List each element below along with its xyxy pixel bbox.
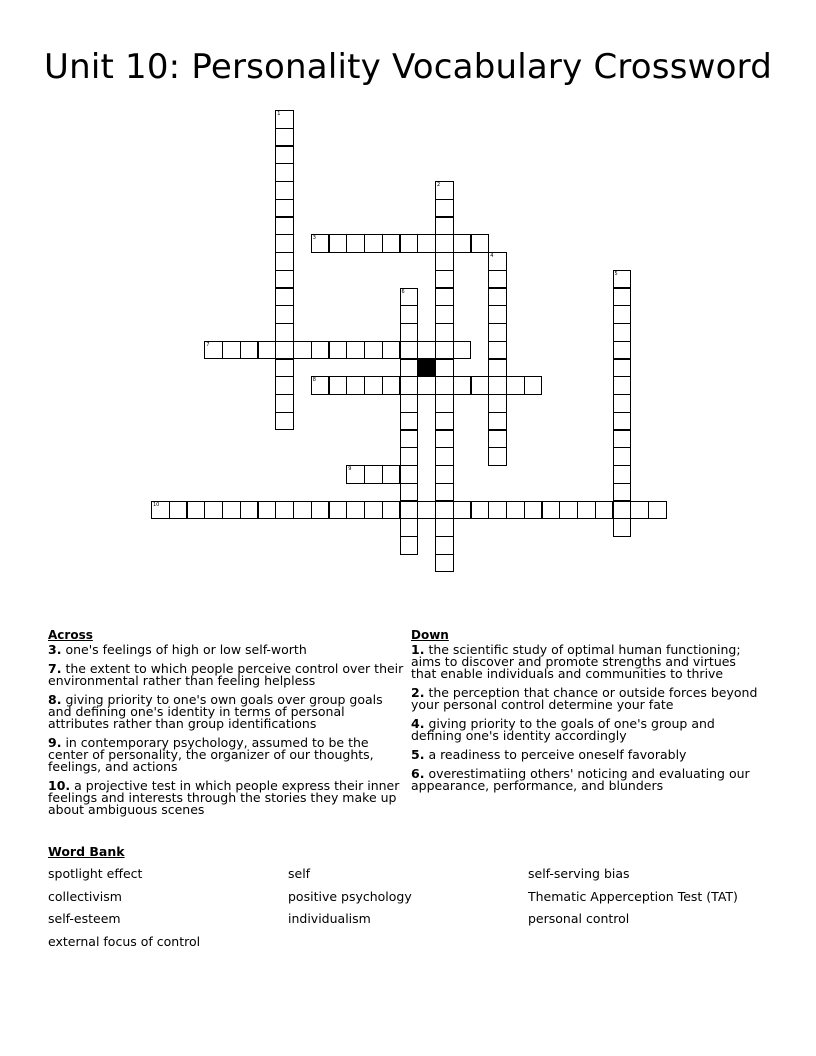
grid-cell[interactable] — [613, 518, 632, 537]
word-bank-item: positive psychology — [288, 888, 412, 904]
clue-number: 2. — [411, 685, 425, 700]
grid-cell[interactable] — [293, 341, 312, 360]
grid-cell[interactable] — [311, 376, 330, 395]
down-clues — [411, 628, 761, 799]
grid-cell[interactable] — [453, 234, 472, 253]
grid-cell[interactable] — [400, 376, 419, 395]
word-bank-item: self-serving bias — [528, 866, 630, 881]
clue-text: the extent to which people perceive control over their environmental rather than feeling helpless — [48, 661, 404, 688]
grid-cell[interactable] — [435, 554, 454, 573]
grid-cell[interactable] — [151, 501, 170, 520]
grid-cell[interactable] — [488, 501, 507, 520]
grid-cell[interactable] — [488, 305, 507, 324]
word-bank-item: Thematic Apperception Test (TAT) — [528, 888, 738, 904]
grid-cell[interactable] — [258, 501, 277, 520]
grid-cell[interactable] — [400, 501, 419, 520]
grid-cell[interactable] — [435, 447, 454, 466]
grid-cell[interactable] — [613, 430, 632, 449]
grid-cell[interactable] — [648, 501, 667, 520]
grid-cell[interactable] — [275, 128, 294, 147]
grid-cell[interactable] — [488, 270, 507, 289]
clue-text: giving priority to one's own goals over group goals and defining one's identity in terms of personal attributes rather than group identifications — [48, 692, 383, 731]
grid-cell[interactable] — [275, 110, 294, 129]
clue-down — [411, 687, 761, 711]
grid-cell[interactable] — [364, 501, 383, 520]
grid-cell[interactable] — [471, 501, 490, 520]
grid-cell[interactable] — [524, 376, 543, 395]
grid-cell[interactable] — [435, 518, 454, 537]
clue-number: 6. — [411, 766, 425, 781]
grid-cell[interactable] — [346, 234, 365, 253]
grid-cell[interactable] — [311, 341, 330, 360]
clue-text: the scientific study of optimal human functioning; aims to discover and promote strengths and virtues that enable individuals and communities to thrive — [411, 642, 741, 681]
grid-cell[interactable] — [435, 483, 454, 502]
clue-number: 4. — [411, 716, 425, 731]
grid-cell[interactable] — [435, 501, 454, 520]
grid-cell[interactable] — [275, 252, 294, 271]
grid-cell[interactable] — [435, 234, 454, 253]
grid-cell[interactable] — [400, 234, 419, 253]
grid-cell[interactable] — [435, 430, 454, 449]
clue-text: a projective test in which people express their inner feelings and interests through the stories they make up about ambiguous scenes — [48, 778, 400, 817]
clue-number-label: 4 — [490, 253, 494, 259]
grid-cell[interactable] — [613, 376, 632, 395]
clue-number-label: 9 — [348, 466, 352, 472]
clue-across — [48, 737, 408, 773]
grid-cell[interactable] — [613, 341, 632, 360]
across-clues — [48, 628, 408, 823]
clue-number-label: 7 — [206, 341, 210, 348]
grid-cell[interactable] — [613, 447, 632, 466]
grid-cell[interactable] — [346, 465, 365, 484]
grid-cell[interactable] — [506, 501, 525, 520]
grid-cell[interactable] — [435, 270, 454, 289]
grid-cell[interactable] — [329, 341, 348, 360]
clue-across — [48, 780, 408, 816]
grid-cell[interactable] — [417, 341, 436, 360]
grid-cell[interactable] — [329, 376, 348, 395]
clue-number: 5. — [411, 747, 425, 762]
grid-cell[interactable] — [382, 465, 401, 484]
grid-cell[interactable] — [382, 234, 401, 253]
grid-cell[interactable] — [435, 305, 454, 324]
grid-cell[interactable] — [240, 341, 259, 360]
clue-number: 8. — [48, 692, 62, 707]
grid-cell[interactable] — [400, 412, 419, 431]
clue-number-label: 2 — [437, 182, 441, 188]
grid-cell[interactable] — [364, 376, 383, 395]
grid-cell[interactable] — [311, 501, 330, 520]
grid-cell[interactable] — [275, 341, 294, 360]
clue-text: the perception that chance or outside forces beyond your personal control determine your fate — [411, 685, 758, 712]
grid-cell[interactable] — [382, 501, 401, 520]
grid-cell[interactable] — [613, 465, 632, 484]
grid-cell[interactable] — [613, 305, 632, 324]
word-bank-item: external focus of control — [48, 933, 201, 949]
grid-cell[interactable] — [435, 181, 454, 200]
clue-across — [48, 694, 408, 730]
grid-cell[interactable] — [435, 217, 454, 236]
clue-number-label: 5 — [614, 270, 618, 277]
clue-number: 3. — [48, 642, 62, 657]
grid-cell[interactable] — [204, 501, 223, 520]
grid-cell[interactable] — [275, 412, 294, 431]
page-title: Unit 10: Personality Vocabulary Crossword — [43, 47, 773, 87]
grid-cell[interactable] — [435, 199, 454, 218]
grid-cell[interactable] — [275, 288, 294, 307]
clue-number: 10. — [48, 778, 71, 793]
grid-cell[interactable] — [329, 501, 348, 520]
grid-cell[interactable] — [187, 501, 206, 520]
grid-cell[interactable] — [488, 252, 507, 271]
clue-number-label: 3 — [312, 235, 316, 242]
grid-cell[interactable] — [382, 376, 401, 395]
grid-cell[interactable] — [488, 323, 507, 342]
grid-cell[interactable] — [222, 501, 241, 520]
grid-cell[interactable] — [542, 501, 561, 520]
clue-text: giving priority to the goals of one's group and defining one's identity accordingly — [411, 716, 715, 743]
grid-cell[interactable] — [400, 323, 419, 342]
grid-cell[interactable] — [488, 376, 507, 395]
grid-cell[interactable] — [400, 536, 419, 555]
grid-cell[interactable] — [275, 501, 294, 520]
grid-cell[interactable] — [488, 288, 507, 307]
clue-number-label: 8 — [312, 377, 316, 384]
grid-cell[interactable] — [275, 394, 294, 413]
grid-cell[interactable] — [275, 163, 294, 182]
grid-cell[interactable] — [275, 181, 294, 200]
grid-cell[interactable] — [613, 270, 632, 289]
grid-cell[interactable] — [488, 394, 507, 413]
clue-down — [411, 644, 761, 680]
grid-cell[interactable] — [400, 394, 419, 413]
clue-across — [48, 663, 408, 687]
grid-cell[interactable] — [559, 501, 578, 520]
grid-cell[interactable] — [400, 518, 419, 537]
grid-cell[interactable] — [293, 501, 312, 520]
down-heading: Down — [411, 628, 449, 642]
grid-cell[interactable] — [346, 376, 365, 395]
grid-cell[interactable] — [613, 412, 632, 431]
grid-cell[interactable] — [435, 465, 454, 484]
grid-cell[interactable] — [364, 465, 383, 484]
clue-text: in contemporary psychology, assumed to be the center of personality, the organizer of our thoughts, feelings, and actions — [48, 735, 374, 774]
grid-cell[interactable] — [275, 146, 294, 165]
grid-cell[interactable] — [311, 234, 330, 253]
grid-cell[interactable] — [364, 234, 383, 253]
grid-cell[interactable] — [613, 359, 632, 378]
grid-cell[interactable] — [453, 341, 472, 360]
grid-cell[interactable] — [417, 376, 436, 395]
grid-cell[interactable] — [488, 412, 507, 431]
clue-text: overestimatiing others' noticing and evaluating our appearance, performance, and blunders — [411, 766, 750, 793]
grid-cell[interactable] — [329, 234, 348, 253]
grid-cell[interactable] — [400, 430, 419, 449]
grid-cell[interactable] — [382, 341, 401, 360]
clue-text: a readiness to perceive oneself favorably — [428, 747, 687, 762]
clue-number: 7. — [48, 661, 62, 676]
grid-cell[interactable] — [275, 305, 294, 324]
word-bank-item: self — [288, 866, 311, 881]
grid-cell[interactable] — [488, 359, 507, 378]
grid-cell[interactable] — [471, 376, 490, 395]
grid-cell[interactable] — [435, 252, 454, 271]
clue-number-label: 10 — [153, 501, 160, 508]
grid-cell[interactable] — [275, 217, 294, 236]
grid-cell[interactable] — [417, 501, 436, 520]
grid-cell[interactable] — [275, 359, 294, 378]
grid-cell[interactable] — [435, 376, 454, 395]
grid-cell[interactable] — [400, 341, 419, 360]
grid-cell[interactable] — [613, 501, 632, 520]
grid-cell[interactable] — [240, 501, 259, 520]
clue-down — [411, 718, 761, 742]
grid-cell[interactable] — [577, 501, 596, 520]
grid-cell[interactable] — [613, 394, 632, 413]
grid-cell[interactable] — [488, 341, 507, 360]
clue-number-label: 1 — [277, 111, 281, 117]
grid-cell[interactable] — [400, 305, 419, 324]
grid-cell[interactable] — [275, 199, 294, 218]
grid-cell[interactable] — [488, 447, 507, 466]
grid-cell[interactable] — [346, 501, 365, 520]
grid-cell[interactable] — [435, 394, 454, 413]
grid-cell[interactable] — [400, 483, 419, 502]
clue-number: 9. — [48, 735, 62, 750]
grid-cell[interactable] — [400, 465, 419, 484]
grid-cell[interactable] — [400, 359, 419, 378]
word-bank-heading: Word Bank — [48, 844, 125, 859]
grid-cell[interactable] — [435, 341, 454, 360]
grid-cell[interactable] — [275, 234, 294, 253]
grid-cell[interactable] — [400, 447, 419, 466]
grid-cell[interactable] — [275, 323, 294, 342]
grid-cell[interactable] — [275, 376, 294, 395]
word-bank-item: self-esteem — [48, 911, 121, 926]
grid-cell[interactable] — [258, 341, 277, 360]
grid-cell[interactable] — [435, 359, 454, 378]
grid-cell[interactable] — [613, 483, 632, 502]
word-bank-item: collectivism — [48, 888, 122, 904]
clue-number: 1. — [411, 642, 425, 657]
grid-black-cell — [417, 359, 436, 378]
clue-across — [48, 644, 408, 656]
grid-cell[interactable] — [630, 501, 649, 520]
grid-cell[interactable] — [222, 341, 241, 360]
grid-cell[interactable] — [471, 234, 490, 253]
clue-down — [411, 749, 761, 761]
grid-cell[interactable] — [595, 501, 614, 520]
grid-cell[interactable] — [435, 288, 454, 307]
grid-cell[interactable] — [169, 501, 188, 520]
grid-cell[interactable] — [613, 323, 632, 342]
grid-cell[interactable] — [346, 341, 365, 360]
clue-down — [411, 768, 761, 792]
word-bank-item: personal control — [528, 911, 630, 926]
grid-cell[interactable] — [506, 376, 525, 395]
grid-cell[interactable] — [613, 288, 632, 307]
grid-cell[interactable] — [453, 501, 472, 520]
grid-cell[interactable] — [400, 288, 419, 307]
grid-cell[interactable] — [275, 270, 294, 289]
word-bank-item: spotlight effect — [48, 866, 143, 881]
grid-cell[interactable] — [453, 376, 472, 395]
grid-cell[interactable] — [435, 412, 454, 431]
grid-cell[interactable] — [488, 430, 507, 449]
grid-cell[interactable] — [435, 536, 454, 555]
grid-cell[interactable] — [417, 234, 436, 253]
grid-cell[interactable] — [435, 323, 454, 342]
grid-cell[interactable] — [524, 501, 543, 520]
clue-text: one's feelings of high or low self-worth — [65, 642, 307, 657]
clue-number-label: 6 — [401, 288, 405, 295]
word-bank — [48, 845, 768, 949]
grid-cell[interactable] — [204, 341, 223, 360]
word-bank-item: individualism — [288, 911, 371, 926]
across-heading: Across — [48, 628, 93, 642]
grid-cell[interactable] — [364, 341, 383, 360]
